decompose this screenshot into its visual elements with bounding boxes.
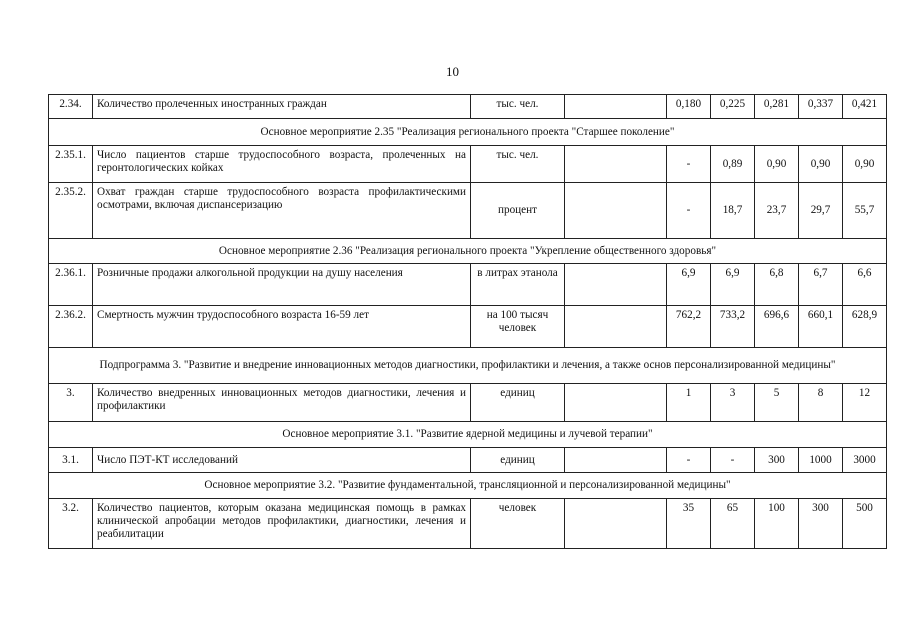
indicator-name: Охват граждан старше трудоспособного возраста профилактическими осмотрами, включая диспансеризацию: [93, 183, 471, 239]
value-cell: 762,2: [667, 306, 711, 348]
row-number: 2.34.: [49, 95, 93, 119]
extra-cell: [565, 448, 667, 473]
value-cell: 0,180: [667, 95, 711, 119]
row-number: 3.1.: [49, 448, 93, 473]
value-cell: 696,6: [755, 306, 799, 348]
value-cell: 0,90: [755, 146, 799, 183]
value-cell: 29,7: [799, 183, 843, 239]
indicator-name: Количество внедренных инновационных методов диагностики, лечения и профилактики: [93, 384, 471, 422]
value-cell: 65: [711, 499, 755, 549]
indicator-name: Число ПЭТ-КТ исследований: [93, 448, 471, 473]
value-cell: 660,1: [799, 306, 843, 348]
unit: процент: [471, 183, 565, 239]
section-row: [49, 348, 887, 384]
section-row: [49, 473, 887, 499]
row-number: 2.36.1.: [49, 264, 93, 306]
value-cell: 8: [799, 384, 843, 422]
section-title: Основное мероприятие 3.2. "Развитие фундаментальной, трансляционной и персонализированной медицины": [49, 473, 887, 499]
table-row: [49, 448, 887, 473]
value-cell: 628,9: [843, 306, 887, 348]
section-title: Основное мероприятие 2.35 "Реализация регионального проекта "Старшее поколение": [49, 119, 887, 146]
value-cell: 18,7: [711, 183, 755, 239]
unit: на 100 тысяч человек: [471, 306, 565, 348]
indicator-name: Количество пациентов, которым оказана медицинская помощь в рамках клинической апробации методов профилактики, диагностики, лечения и реабилитации: [93, 499, 471, 549]
extra-cell: [565, 95, 667, 119]
value-cell: -: [667, 183, 711, 239]
table-row: [49, 95, 887, 119]
value-cell: 0,225: [711, 95, 755, 119]
value-cell: 300: [799, 499, 843, 549]
value-cell: 35: [667, 499, 711, 549]
section-row: [49, 239, 887, 264]
value-cell: 1: [667, 384, 711, 422]
value-cell: 55,7: [843, 183, 887, 239]
value-cell: 0,281: [755, 95, 799, 119]
unit: единиц: [471, 384, 565, 422]
indicator-name: Смертность мужчин трудоспособного возраста 16-59 лет: [93, 306, 471, 348]
value-cell: 12: [843, 384, 887, 422]
extra-cell: [565, 264, 667, 306]
unit: тыс. чел.: [471, 146, 565, 183]
value-cell: 6,7: [799, 264, 843, 306]
unit: единиц: [471, 448, 565, 473]
value-cell: 3000: [843, 448, 887, 473]
row-number: 3.2.: [49, 499, 93, 549]
table-row: [49, 183, 887, 239]
value-cell: 0,421: [843, 95, 887, 119]
value-cell: 5: [755, 384, 799, 422]
value-cell: 100: [755, 499, 799, 549]
unit: человек: [471, 499, 565, 549]
value-cell: 6,9: [711, 264, 755, 306]
indicators-table: [48, 94, 887, 549]
indicator-name: Число пациентов старше трудоспособного возраста, пролеченных на геронтологических койках: [93, 146, 471, 183]
table-row: [49, 264, 887, 306]
table-row: [49, 499, 887, 549]
row-number: 2.35.1.: [49, 146, 93, 183]
table-row: [49, 146, 887, 183]
section-title: Основное мероприятие 2.36 "Реализация регионального проекта "Укрепление общественного здоровья": [49, 239, 887, 264]
row-number: 3.: [49, 384, 93, 422]
section-title: Подпрограмма 3. "Развитие и внедрение инновационных методов диагностики, профилактики и лечения, а также основ персонализированной медицины": [49, 348, 887, 384]
value-cell: 0,90: [843, 146, 887, 183]
table-row: [49, 384, 887, 422]
extra-cell: [565, 306, 667, 348]
value-cell: 6,9: [667, 264, 711, 306]
unit: тыс. чел.: [471, 95, 565, 119]
value-cell: 500: [843, 499, 887, 549]
value-cell: -: [667, 448, 711, 473]
extra-cell: [565, 146, 667, 183]
value-cell: 0,90: [799, 146, 843, 183]
extra-cell: [565, 384, 667, 422]
section-title: Основное мероприятие 3.1. "Развитие ядерной медицины и лучевой терапии": [49, 422, 887, 448]
table-row: [49, 306, 887, 348]
value-cell: 3: [711, 384, 755, 422]
extra-cell: [565, 499, 667, 549]
value-cell: 23,7: [755, 183, 799, 239]
value-cell: -: [711, 448, 755, 473]
value-cell: 1000: [799, 448, 843, 473]
indicator-name: Розничные продажи алкогольной продукции на душу населения: [93, 264, 471, 306]
section-row: [49, 119, 887, 146]
section-row: [49, 422, 887, 448]
indicator-name: Количество пролеченных иностранных граждан: [93, 95, 471, 119]
unit: в литрах этанола: [471, 264, 565, 306]
value-cell: 300: [755, 448, 799, 473]
value-cell: 0,89: [711, 146, 755, 183]
row-number: 2.36.2.: [49, 306, 93, 348]
value-cell: 6,6: [843, 264, 887, 306]
value-cell: -: [667, 146, 711, 183]
row-number: 2.35.2.: [49, 183, 93, 239]
extra-cell: [565, 183, 667, 239]
value-cell: 733,2: [711, 306, 755, 348]
value-cell: 6,8: [755, 264, 799, 306]
page-number: 10: [446, 64, 459, 79]
value-cell: 0,337: [799, 95, 843, 119]
